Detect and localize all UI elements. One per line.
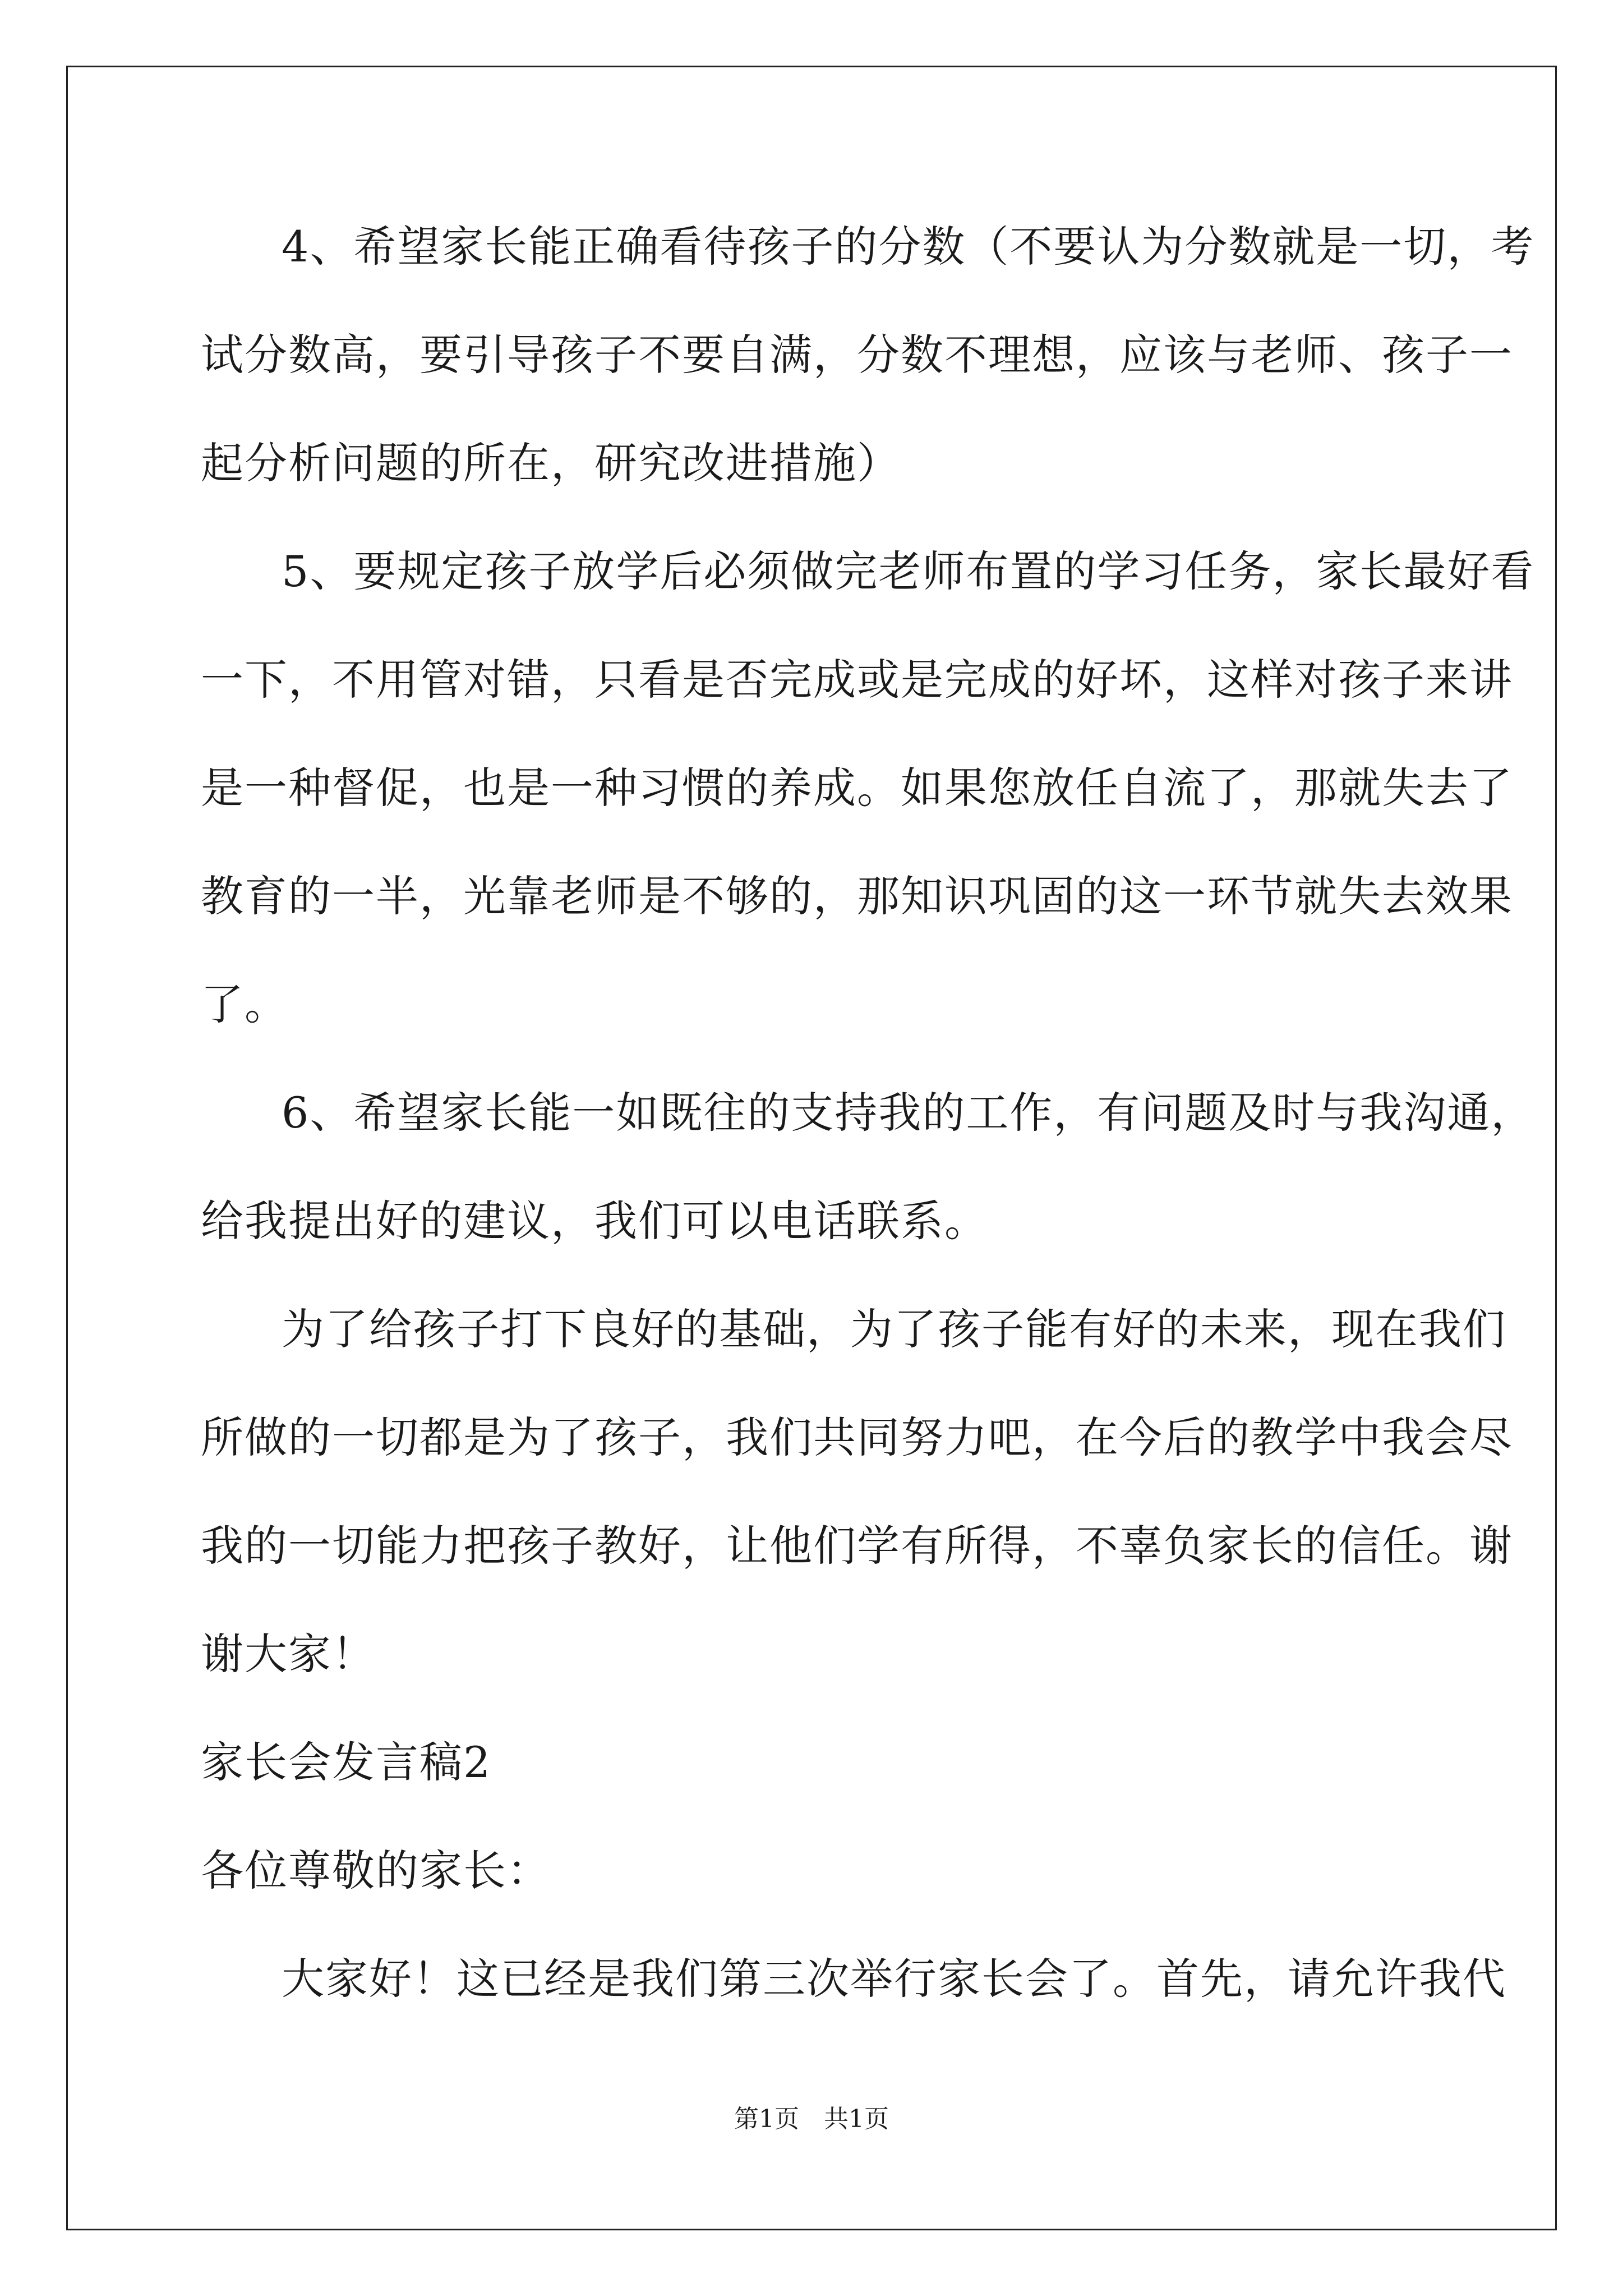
paragraph-5-line-5: 了。 [201, 979, 288, 1029]
paragraph-4-line-3: 起分析问题的所在，研究改进措施） [201, 438, 901, 488]
closing-line-4: 谢大家！ [201, 1629, 376, 1679]
closing-line-3: 我的一切能力把孩子教好，让他们学有所得，不辜负家长的信任。谢 [201, 1521, 1513, 1571]
closing-line-2: 所做的一切都是为了孩子，我们共同努力吧，在今后的教学中我会尽 [201, 1412, 1513, 1462]
page-footer: 第1页 共1页 [734, 2105, 889, 2133]
paragraph-4-line-2: 试分数高，要引导孩子不要自满，分数不理想，应该与老师、孩子一 [201, 330, 1513, 380]
paragraph-5-line-3: 是一种督促，也是一种习惯的养成。如果您放任自流了，那就失去了 [201, 763, 1513, 813]
paragraph-5-line-4: 教育的一半，光靠老师是不够的，那知识巩固的这一环节就失去效果 [201, 871, 1513, 921]
paragraph-6-line-2: 给我提出好的建议，我们可以电话联系。 [201, 1196, 988, 1246]
closing-line-1: 为了给孩子打下良好的基础，为了孩子能有好的未来，现在我们 [282, 1304, 1506, 1354]
paragraph-5-line-2: 一下，不用管对错，只看是否完成或是完成的好坏，这样对孩子来讲 [201, 655, 1513, 705]
paragraph-5-line-1: 5、要规定孩子放学后必须做完老师布置的学习任务，家长最好看 [282, 546, 1535, 596]
salutation: 各位尊敬的家长： [201, 1846, 551, 1895]
paragraph-4-line-1: 4、希望家长能正确看待孩子的分数（不要认为分数就是一切，考 [282, 222, 1535, 272]
opening-line-1: 大家好！这已经是我们第三次举行家长会了。首先，请允许我代 [282, 1954, 1506, 2004]
paragraph-6-line-1: 6、希望家长能一如既往的支持我的工作，有问题及时与我沟通， [282, 1088, 1535, 1138]
page-frame [66, 66, 1557, 2230]
section-heading: 家长会发言稿2 [201, 1737, 492, 1787]
